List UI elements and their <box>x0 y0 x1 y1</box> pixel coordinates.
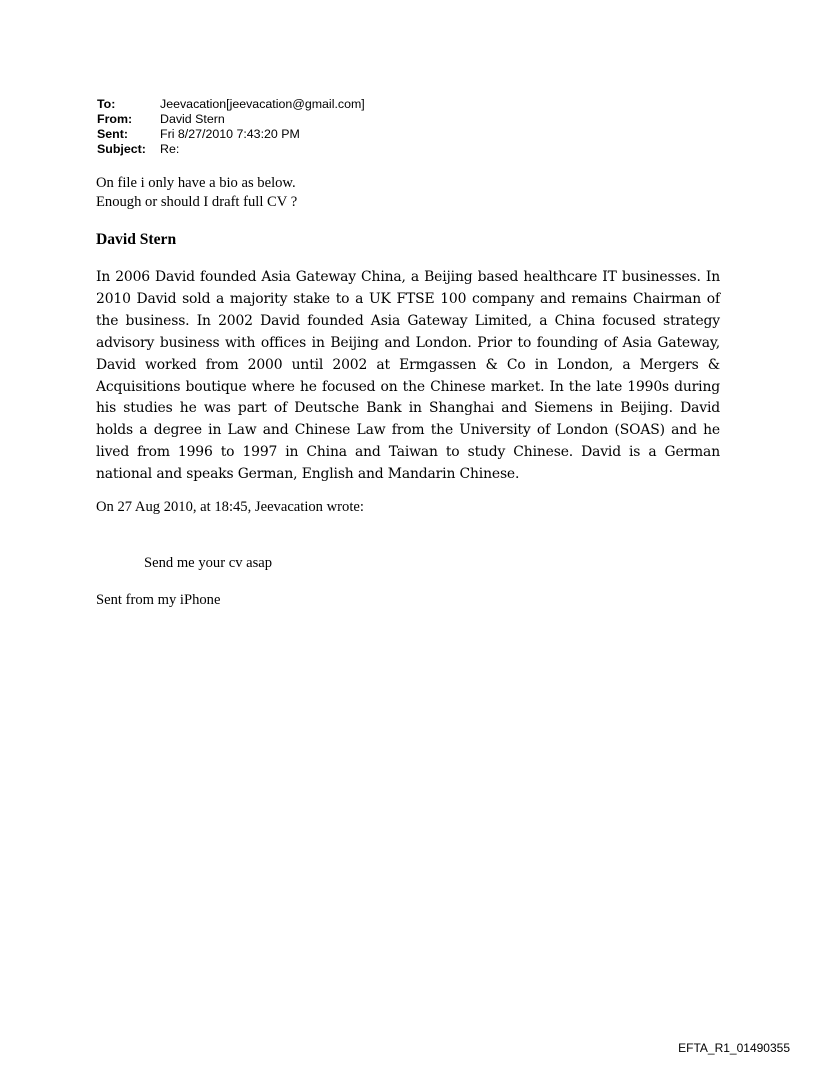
from-row <box>97 112 365 127</box>
to-value: Jeevacation[jeevacation@gmail.com] <box>160 97 365 111</box>
email-header <box>97 97 365 157</box>
quoted-message: Send me your cv asap <box>144 555 273 571</box>
subject-row <box>97 142 365 157</box>
quote-intro: On 27 Aug 2010, at 18:45, Jeevacation wrote: <box>96 499 364 515</box>
intro-line-1: On file i only have a bio as below. <box>96 175 296 191</box>
intro-text <box>96 174 297 212</box>
document-id: EFTA_R1_01490355 <box>678 1041 790 1055</box>
bio-paragraph: In 2006 David founded Asia Gateway China, a Beijing based healthcare IT businesses. In 2010 David sold a majority stake to a UK FTSE 100 company and remains Chairman of the business. In 2002 David founded Asia Gateway Limited, a China focused strategy advisory business with offices in Beijing and London. Prior to founding of Asia Gateway, David worked from 2000 until 2002 at Ermgassen & Co in London, a Mergers & Acquisitions boutique where he focused on the Chinese market. In the late 1990s during his studies he was part of Deutsche Bank in Shanghai and Siemens in Beijing. David holds a degree in Law and Chinese Law from the University of London (SOAS) and he lived from 1996 to 1997 in China and Taiwan to study Chinese. David is a German national and speaks German, English and Mandarin Chinese. <box>96 269 720 483</box>
from-label: From: <box>97 112 133 126</box>
sent-value: Fri 8/27/2010 7:43:20 PM <box>160 127 300 141</box>
to-label: To: <box>97 97 116 111</box>
intro-line-2: Enough or should I draft full CV ? <box>96 194 298 210</box>
bio-title: David Stern <box>96 231 177 248</box>
sent-label: Sent: <box>97 127 128 141</box>
sent-row <box>97 127 365 142</box>
from-value: David Stern <box>160 112 225 126</box>
signature: Sent from my iPhone <box>96 592 221 608</box>
to-row <box>97 97 365 112</box>
subject-label: Subject: <box>97 142 146 156</box>
subject-value: Re: <box>160 142 180 156</box>
